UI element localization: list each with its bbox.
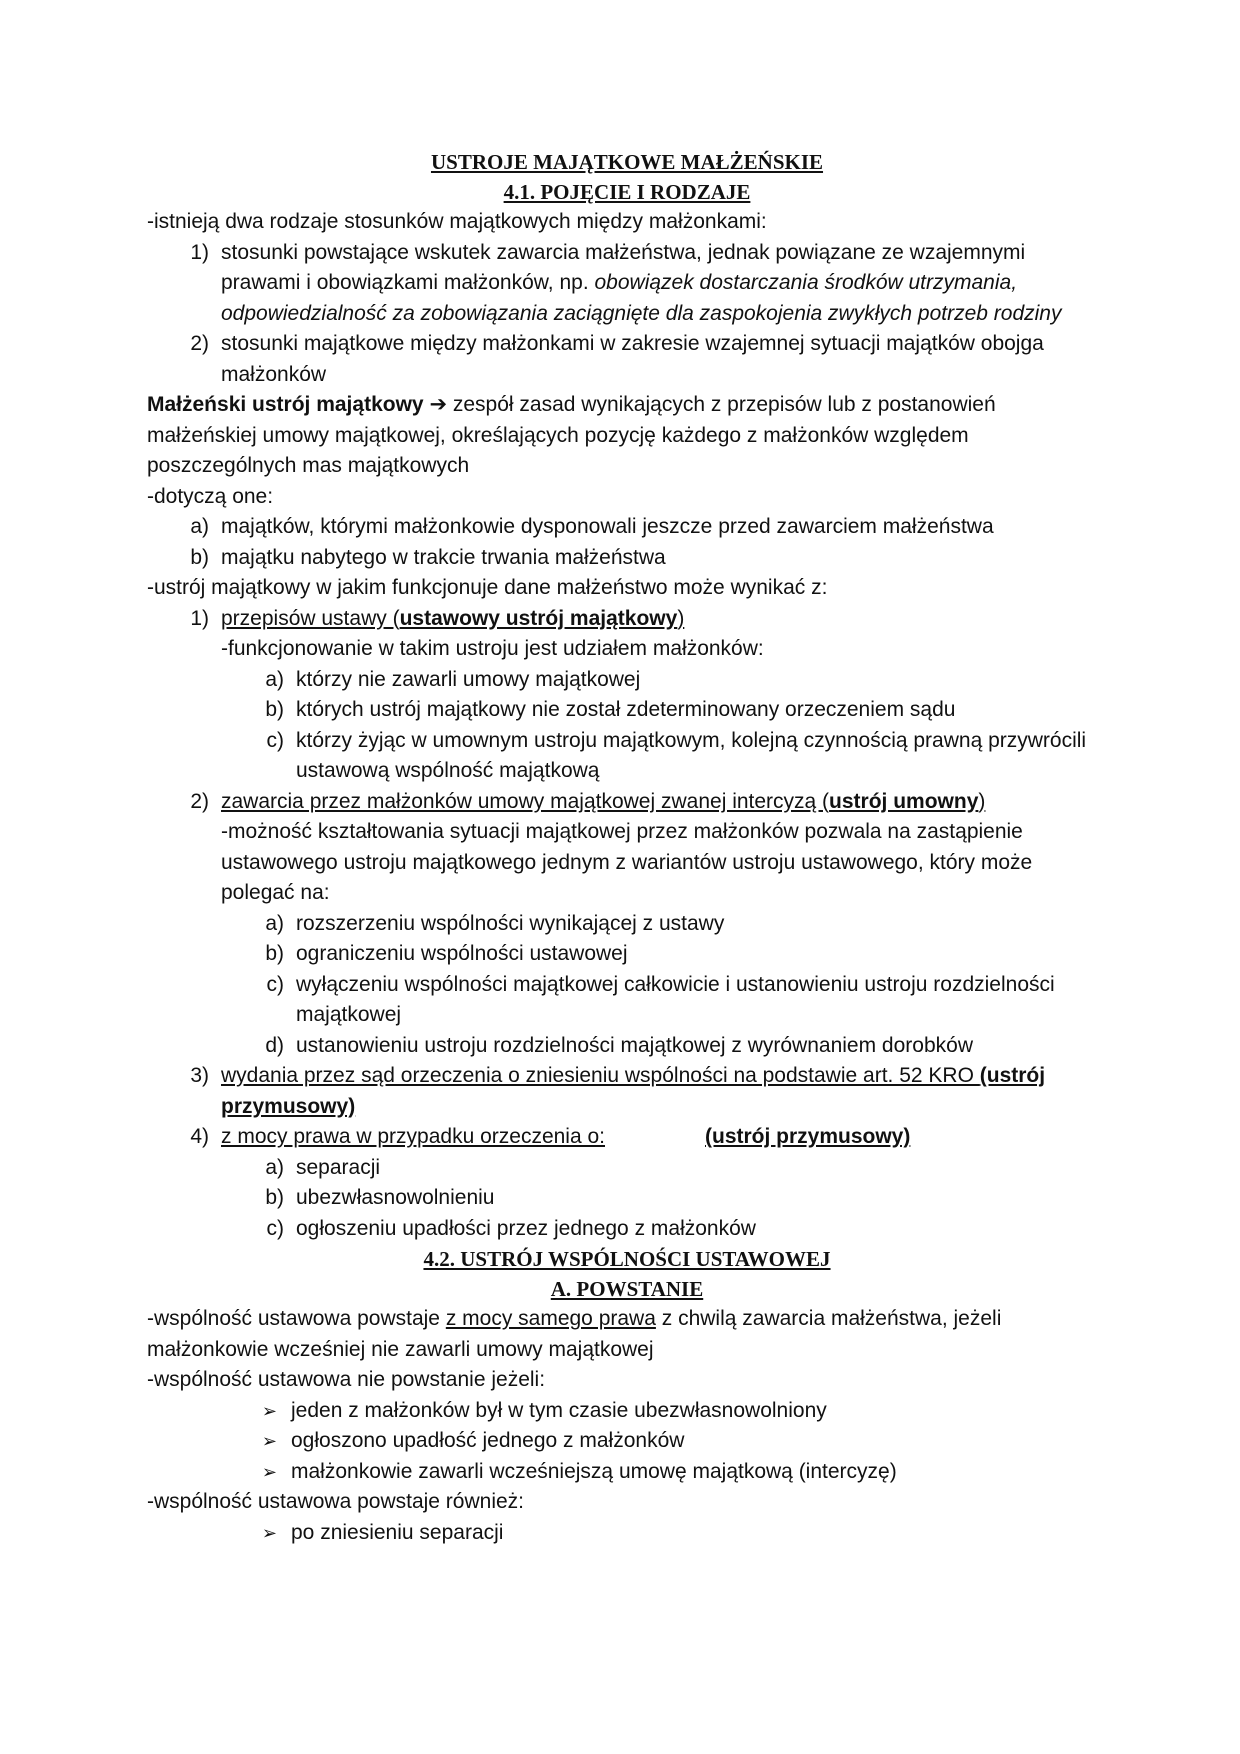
arrowhead-bullet-icon: ➢ xyxy=(261,1431,277,1451)
not-arise-intro: -wspólność ustawowa nie powstanie jeżeli: xyxy=(147,1368,546,1391)
sub-list-item: a) którzy nie zawarli umowy majątkowej xyxy=(265,667,641,691)
list-note: -funkcjonowanie w takim ustroju jest udziałem małżonków: xyxy=(221,637,764,660)
definition-paragraph: Małżeński ustrój majątkowy ➔ zespół zasad wynikających z przepisów lub z postanowień małżeńskiej umowy majątkowej, określających pozycję każdego z małżonków względem poszczególnych mas majątkowych xyxy=(147,393,996,477)
section-heading-4-2: 4.2. USTRÓJ WSPÓLNOŚCI USTAWOWEJ xyxy=(423,1247,831,1271)
arise-paragraph: -wspólność ustawowa powstaje z mocy samego prawa z chwilą zawarcia małżeństwa, jeżeli małżonkowie wcześniej nie zawarli umowy majątkowej xyxy=(147,1307,1002,1361)
list-note: -możność kształtowania sytuacji majątkowej przez małżonków pozwala na zastąpienie ustawowego ustroju majątkowego jednym z wariantów ustroju ustawowego, który może polegać na: xyxy=(221,820,1033,904)
list-item: 4) z mocy prawa w przypadku orzeczenia o: (ustrój przymusowy) xyxy=(190,1125,911,1148)
definition-term: Małżeński ustrój majątkowy xyxy=(147,393,424,416)
arrowhead-bullet-icon: ➢ xyxy=(261,1461,277,1482)
list-item: a) majątków, którymi małżonkowie dysponowali jeszcze przed zawarciem małżeństwa xyxy=(190,515,994,538)
sub-list-item: d) ustanowieniu ustroju rozdzielności majątkowej z wyrównaniem dorobków xyxy=(265,1033,973,1057)
also-arise-intro: -wspólność ustawowa powstaje również: xyxy=(147,1490,525,1513)
list-item: 2) zawarcia przez małżonków umowy majątkowej zwanej intercyzą (ustrój umowny) xyxy=(190,789,986,813)
concerns-intro: -dotyczą one: xyxy=(147,484,274,508)
sub-list-item: c) ogłoszeniu upadłości przez jednego z małżonków xyxy=(266,1216,756,1240)
sub-list-item: b) których ustrój majątkowy nie został zdeterminowany orzeczeniem sądu xyxy=(265,698,956,721)
sub-list-item: b) ubezwłasnowolnieniu xyxy=(265,1186,495,1209)
document-body xyxy=(147,147,1107,1548)
bullet-item: ➢ po zniesieniu separacji xyxy=(147,1518,1107,1549)
document-title: USTROJE MAJĄTKOWE MAŁŻEŃSKIE xyxy=(430,150,824,174)
sub-list-item: a) separacji xyxy=(265,1155,381,1179)
intro-paragraph: -istnieją dwa rodzaje stosunków majątkowych między małżonkami: xyxy=(147,210,767,233)
subsection-heading-a: A. POWSTANIE xyxy=(550,1277,704,1301)
sources-intro: -ustrój majątkowy w jakim funkcjonuje dane małżeństwo może wynikać z: xyxy=(147,576,828,599)
list-item: 2) stosunki majątkowe między małżonkami w zakresie wzajemnej sytuacji majątków obojga małżonków xyxy=(190,332,1044,386)
bullet-item: ➢ małżonkowie zawarli wcześniejszą umowę majątkową (intercyzę) xyxy=(147,1457,1107,1488)
sub-list-item: b) ograniczeniu wspólności ustawowej xyxy=(265,942,628,965)
list-item: b) majątku nabytego w trakcie trwania małżeństwa xyxy=(190,545,666,569)
arrowhead-bullet-icon: ➢ xyxy=(261,1400,277,1421)
arrow-icon: ➔ xyxy=(429,393,448,416)
section-heading-4-1: 4.1. POJĘCIE I RODZAJE xyxy=(503,180,751,204)
bullet-item: ➢ jeden z małżonków był w tym czasie ubezwłasnowolniony xyxy=(147,1396,1107,1427)
sub-list-item: a) rozszerzeniu wspólności wynikającej z ustawy xyxy=(265,911,725,935)
list-item: 1) przepisów ustawy (ustawowy ustrój majątkowy) xyxy=(190,606,685,630)
list-item: 1) stosunki powstające wskutek zawarcia małżeństwa, jednak powiązane ze wzajemnymi prawami i obowiązkami małżonków, np. obowiązek dostarczania środków utrzymania, odpowiedzialność za zobowiązania zaciągnięte dla zaspokojenia zwykłych potrzeb rodziny xyxy=(190,240,1062,325)
list-item: 3) wydania przez sąd orzeczenia o zniesieniu wspólności na podstawie art. 52 KRO (ustrój przymusowy) xyxy=(190,1064,1046,1118)
sub-list-item: c) którzy żyjąc w umownym ustroju majątkowym, kolejną czynnością prawną przywrócili ustawową wspólność majątkową xyxy=(266,728,1087,782)
sub-list-item: c) wyłączeniu wspólności majątkowej całkowicie i ustanowieniu ustroju rozdzielności majątkowej xyxy=(266,972,1055,1026)
arrowhead-bullet-icon: ➢ xyxy=(261,1522,277,1543)
bullet-item: ➢ ogłoszono upadłość jednego z małżonków xyxy=(147,1426,1107,1457)
italic-example: obowiązek dostarczania środków utrzymania, odpowiedzialność za zobowiązania zaciągnięte dla zaspokojenia zwykłych potrzeb rodziny xyxy=(221,271,1062,325)
